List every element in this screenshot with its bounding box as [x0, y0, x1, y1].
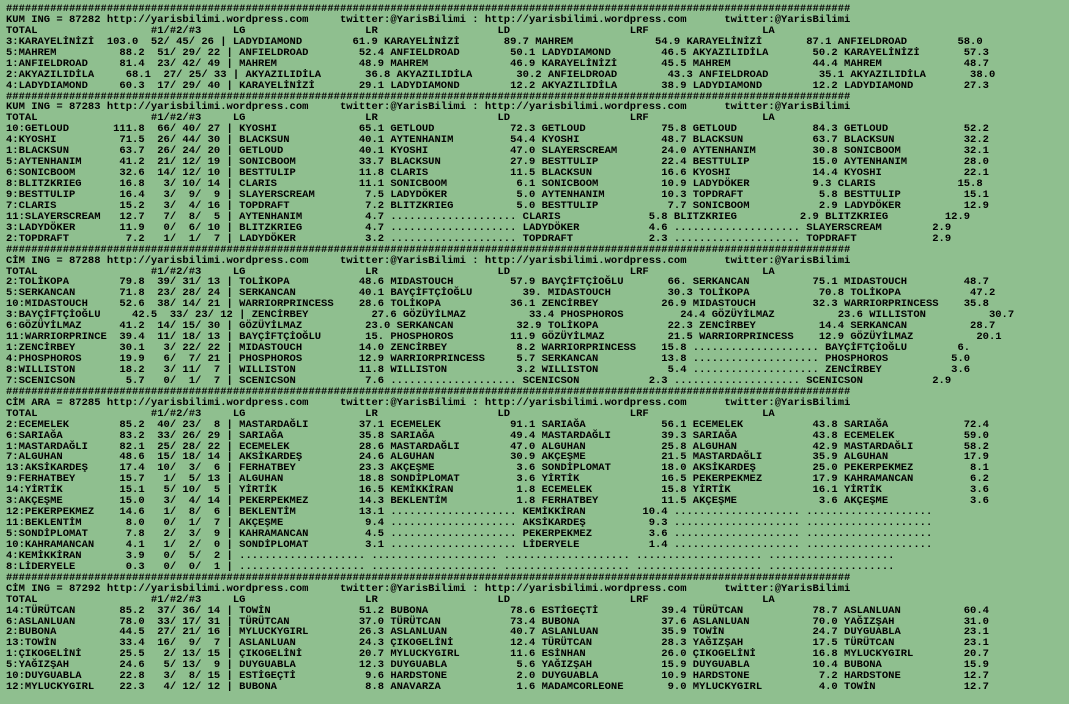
section-divider: ###################################################################################################################################### [6, 385, 851, 398]
data-row: 1:ZENCİRBEY 30.1 3/ 22/ 22 | MIDASTOUCH 14.0 ZENCİRBEY 8.2 WARRIORPRINCESS 15.8 .................... BAYÇİFTÇİOĞLU 6. [6, 342, 971, 355]
race-header: CİM ING = 87292 http://yarisbilimi.wordpress.com twitter:@YarisBilimi : http://yarisbilimi.wordpress.com twitter:@YarisBilimi [6, 582, 851, 595]
section-divider: ###################################################################################################################################### [6, 3, 851, 15]
data-row: 1:ÇIKOGELİNİ 25.5 2/ 13/ 15 | ÇIKOGELİNİ 20.7 MYLUCKYGIRL 11.6 ESİNHAN 26.0 ÇIKOGELİNİ 16.8 MYLUCKYGIRL 20.7 [6, 648, 989, 661]
data-row: 4:KYOSHI 71.5 26/ 44/ 30 | BLACKSUN 40.1 AYTENHANIM 54.4 KYOSHI 48.7 BLACKSUN 63.7 BLACKSUN 32.2 [6, 134, 989, 147]
race-header: KUM ING = 87283 http://yarisbilimi.wordpress.com twitter:@YarisBilimi : http://yarisbilimi.wordpress.com twitter:@YarisBilimi [6, 101, 851, 114]
column-header: TOTAL #1/#2/#3 LG LR LD LRF LA [6, 265, 775, 278]
data-row: 8:LİDERYELE 0.3 0/ 0/ 1 | .................... .................... .................... .................... .................... [6, 560, 895, 573]
data-row: 5:SERKANCAN 71.8 23/ 28/ 24 | SERKANCAN 40.1 BAYÇİFTÇİOĞLU 39. MIDASTOUCH 30.3 TOLİKOPA 70.8 TOLİKOPA 47.2 [6, 287, 996, 300]
data-row: 3:KARAYELİNİZİ 103.0 52/ 45/ 26 | LADYDIAMOND 61.9 KARAYELİNİZİ 89.7 MAHREM 54.9 KARAYELİNİZİ 87.1 ANFIELDROAD 58.0 [6, 35, 983, 48]
data-row: 5:AYTENHANIM 41.2 21/ 12/ 19 | SONICBOOM 33.7 BLACKSUN 27.9 BESTTULIP 22.4 BESTTULIP 15.0 AYTENHANIM 28.0 [6, 156, 989, 169]
data-row: 1:MASTARDAĞLI 82.1 25/ 28/ 22 | ECEMELEK 28.6 MASTARDAĞLI 47.0 ALGUHAN 25.8 ALGUHAN 42.9 MASTARDAĞLI 58.2 [6, 440, 989, 453]
data-row: 2:TOPDRAFT 7.2 1/ 1/ 7 | LADYDÖKER 3.2 .................... TOPDRAFT 2.3 .................... TOPDRAFT 2.9 [6, 232, 952, 245]
data-row: 6:ASLANLUAN 78.0 33/ 17/ 31 | TÜRÜTCAN 37.0 TÜRÜTCAN 73.4 BUBONA 37.6 ASLANLUAN 70.0 YAĞIZŞAH 31.0 [6, 615, 989, 628]
data-row: 2:ECEMELEK 85.2 40/ 23/ 8 | MASTARDAĞLI 37.1 ECEMELEK 91.1 SARIAĞA 56.1 ECEMELEK 43.8 SARIAĞA 72.4 [6, 418, 989, 431]
data-row: 6:SONICBOOM 32.6 14/ 12/ 10 | BESTTULIP 11.8 CLARIS 11.5 BLACKSUN 16.6 KYOSHI 14.4 KYOSHI 22.1 [6, 167, 989, 180]
data-row: 9:FERHATBEY 15.7 1/ 5/ 13 | ALGUHAN 18.8 SONDİPLOMAT 3.6 YİRTİK 16.5 PEKERPEKMEZ 17.9 KAHRAMANCAN 6.2 [6, 473, 989, 486]
data-row: 2:TOLİKOPA 79.8 39/ 31/ 13 | TOLİKOPA 48.6 MIDASTOUCH 57.9 BAYÇİFTÇİOĞLU 66. SERKANCAN 75.1 MIDASTOUCH 48.7 [6, 276, 989, 289]
race-header: KUM ING = 87282 http://yarisbilimi.wordpress.com twitter:@YarisBilimi : http://yarisbilimi.wordpress.com twitter:@YarisBilimi [6, 13, 851, 26]
data-row: 1:BLACKSUN 63.7 26/ 24/ 20 | GETLOUD 40.1 KYOSHI 47.0 SLAYERSCREAM 24.0 AYTENHANIM 30.8 SONICBOOM 32.1 [6, 145, 989, 158]
column-header: TOTAL #1/#2/#3 LG LR LD LRF LA [6, 24, 775, 37]
section-divider: ###################################################################################################################################### [6, 243, 851, 256]
data-row: 2:BUBONA 44.5 27/ 21/ 16 | MYLUCKYGIRL 26.3 ASLANLUAN 40.7 ASLANLUAN 35.9 TOWİN 24.7 DUYGUABLA 23.1 [6, 626, 989, 639]
data-row: 6:GÖZÜYİLMAZ 41.2 14/ 15/ 30 | GÖZÜYİLMAZ 23.0 SERKANCAN 32.9 TOLİKOPA 22.3 ZENCİRBEY 14.4 SERKANCAN 28.7 [6, 320, 996, 333]
data-row: 1:ANFIELDROAD 81.4 23/ 42/ 49 | MAHREM 48.9 MAHREM 46.9 KARAYELİNİZİ 45.5 MAHREM 44.4 MAHREM 48.7 [6, 57, 989, 70]
data-row: 8:WILLISTON 18.2 3/ 11/ 7 | WILLISTON 11.8 WILLISTON 3.2 WILLISTON 5.4 .................... ZENCİRBEY 3.6 [6, 363, 971, 376]
data-row: 10:MIDASTOUCH 52.6 38/ 14/ 21 | WARRIORPRINCESS 28.6 TOLİKOPA 36.1 ZENCİRBEY 26.9 MIDASTOUCH 32.3 WARRIORPRINCESS 35.8 [6, 298, 989, 311]
data-row: 13:AKSİKARDEŞ 17.4 10/ 3/ 6 | FERHATBEY 23.3 AKÇEŞME 3.6 SONDİPLOMAT 18.0 AKSİKARDEŞ 25.0 PEKERPEKMEZ 8.1 [6, 462, 989, 475]
data-row: 3:AKÇEŞME 15.0 3/ 4/ 14 | PEKERPEKMEZ 14.3 BEKLENTİM 1.8 FERHATBEY 11.5 AKÇEŞME 3.6 AKÇEŞME 3.6 [6, 495, 989, 508]
data-row: 10:KAHRAMANCAN 4.1 1/ 2/ 0 | SONDİPLOMAT 3.1 .................... LİDERYELE 1.4 .................... .................... [6, 538, 933, 551]
data-row: 11:BEKLENTİM 8.0 0/ 1/ 7 | AKÇEŞME 9.4 .................... AKSİKARDEŞ 9.3 .................... .................... [6, 517, 933, 530]
data-row: 7:SCENICSON 5.7 0/ 1/ 7 | SCENICSON 7.6 .................... SCENICSON 2.3 .................... SCENICSON 2.9 [6, 374, 952, 387]
data-row: 3:LADYDÖKER 11.9 0/ 6/ 10 | BLITZKRIEG 4.7 .................... LADYDÖKER 4.6 .................... SLAYERSCREAM 2.9 [6, 221, 952, 234]
data-row: 11:WARRIORPRINCE 39.4 11/ 18/ 13 | BAYÇİFTÇİOĞLU 15. PHOSPHOROS 11.9 GÖZÜYİLMAZ 21.5 WARRIORPRINCESS 12.9 GÖZÜYİLMAZ 20.1 [6, 331, 1002, 344]
section-divider: ###################################################################################################################################### [6, 571, 851, 584]
data-row: 12:PEKERPEKMEZ 14.6 1/ 8/ 6 | BEKLENTİM 13.1 .................... KEMİKKİRAN 10.4 .................... .................... [6, 506, 933, 519]
column-header: TOTAL #1/#2/#3 LG LR LD LRF LA [6, 112, 775, 125]
data-row: 14:YİRTİK 15.1 5/ 10/ 5 | YİRTİK 16.5 KEMİKKİRAN 1.8 ECEMELEK 15.8 YİRTİK 16.1 YİRTİK 3.6 [6, 484, 989, 497]
column-header: TOTAL #1/#2/#3 LG LR LD LRF LA [6, 593, 775, 606]
section-divider: ###################################################################################################################################### [6, 90, 851, 103]
data-row: 5:SONDİPLOMAT 7.8 2/ 3/ 9 | KAHRAMANCAN 4.5 .................... PEKERPEKMEZ 3.6 .................... .................... [6, 528, 933, 540]
data-row: 3:BAYÇİFTÇİOĞLU 42.5 33/ 23/ 12 | ZENCİRBEY 27.6 GÖZÜYİLMAZ 33.4 PHOSPHOROS 24.4 GÖZÜYİLMAZ 23.6 WILLISTON 30.7 [6, 309, 1015, 322]
data-row: 14:TÜRÜTCAN 85.2 37/ 36/ 14 | TOWİN 51.2 BUBONA 78.6 ESTİGEÇTİ 39.4 TÜRÜTCAN 78.7 ASLANLUAN 60.4 [6, 604, 989, 617]
data-row: 12:MYLUCKYGIRL 22.3 4/ 12/ 12 | BUBONA 8.8 ANAVARZA 1.6 MADAMCORLEONE 9.0 MYLUCKYGIRL 4.0 TOWİN 12.7 [6, 681, 989, 694]
race-header: CİM ARA = 87285 http://yarisbilimi.wordpress.com twitter:@YarisBilimi : http://yarisbilimi.wordpress.com twitter:@YarisBilimi [6, 396, 851, 409]
data-row: 9:BESTTULIP 16.4 3/ 9/ 9 | SLAYERSCREAM 7.5 LADYDÖKER 5.0 AYTENHANIM 10.3 TOPDRAFT 5.8 BESTTULIP 15.1 [6, 188, 989, 201]
data-row: 2:AKYAZILIDİLA 68.1 27/ 25/ 33 | AKYAZILIDİLA 36.8 AKYAZILIDİLA 30.2 ANFIELDROAD 43.3 ANFIELDROAD 35.1 AKYAZILIDİLA 38.0 [6, 68, 996, 81]
data-row: 13:TOWİN 33.4 16/ 9/ 7 | ASLANLUAN 24.3 ÇIKOGELİNİ 12.4 TÜRÜTCAN 28.3 YAĞIZŞAH 17.5 TÜRÜTCAN 23.1 [6, 637, 989, 650]
data-row: 10:GETLOUD 111.8 66/ 40/ 27 | KYOSHI 65.1 GETLOUD 72.3 GETLOUD 75.8 GETLOUD 84.3 GETLOUD 52.2 [6, 123, 989, 136]
race-header: CİM ING = 87288 http://yarisbilimi.wordpress.com twitter:@YarisBilimi : http://yarisbilimi.wordpress.com twitter:@YarisBilimi [6, 254, 851, 267]
data-row: 7:CLARIS 15.2 3/ 4/ 16 | TOPDRAFT 7.2 BLITZKRIEG 5.0 BESTTULIP 7.7 SONICBOOM 2.9 LADYDÖKER 12.9 [6, 199, 989, 212]
data-row: 4:PHOSPHOROS 19.9 6/ 7/ 21 | PHOSPHOROS 12.9 WARRIORPRINCESS 5.7 SERKANCAN 13.8 .................... PHOSPHOROS 5.0 [6, 353, 971, 365]
data-row: 4:KEMİKKİRAN 3.9 0/ 5/ 2 | .................... .................... .................... .................... .................... [6, 549, 895, 562]
data-row: 10:DUYGUABLA 22.8 3/ 8/ 15 | ESTİGEÇTİ 9.6 HARDSTONE 2.0 DUYGUABLA 10.9 HARDSTONE 7.2 HARDSTONE 12.7 [6, 670, 989, 683]
data-row: 5:MAHREM 88.2 51/ 29/ 22 | ANFIELDROAD 52.4 ANFIELDROAD 50.1 LADYDIAMOND 46.5 AKYAZILIDİLA 50.2 KARAYELİNİZİ 57.3 [6, 46, 989, 59]
data-row: 7:ALGUHAN 48.6 15/ 18/ 14 | AKSİKARDEŞ 24.6 ALGUHAN 30.9 AKÇEŞME 21.5 MASTARDAĞLI 35.9 ALGUHAN 17.9 [6, 451, 989, 464]
data-row: 5:YAĞIZŞAH 24.6 5/ 13/ 9 | DUYGUABLA 12.3 DUYGUABLA 5.6 YAĞIZŞAH 15.9 DUYGUABLA 10.4 BUBONA 15.9 [6, 659, 989, 672]
data-row: 6:SARIAĞA 83.2 33/ 26/ 29 | SARIAĞA 35.8 SARIAĞA 49.4 MASTARDAĞLI 39.3 SARIAĞA 43.8 ECEMELEK 59.0 [6, 429, 989, 442]
column-header: TOTAL #1/#2/#3 LG LR LD LRF LA [6, 407, 775, 420]
data-row: 8:BLITZKRIEG 16.8 3/ 10/ 14 | CLARIS 11.1 SONICBOOM 6.1 SONICBOOM 10.9 LADYDÖKER 9.3 CLARIS 15.8 [6, 178, 983, 190]
data-row: 4:LADYDIAMOND 60.3 17/ 29/ 40 | KARAYELİNİZİ 29.1 LADYDIAMOND 12.2 AKYAZILIDİLA 38.9 LADYDIAMOND 12.2 LADYDIAMOND 27.3 [6, 79, 989, 92]
data-row: 11:SLAYERSCREAM 12.7 7/ 8/ 5 | AYTENHANIM 4.7 .................... CLARIS 5.8 BLITZKRIEG 2.9 BLITZKRIEG 12.9 [6, 210, 971, 223]
